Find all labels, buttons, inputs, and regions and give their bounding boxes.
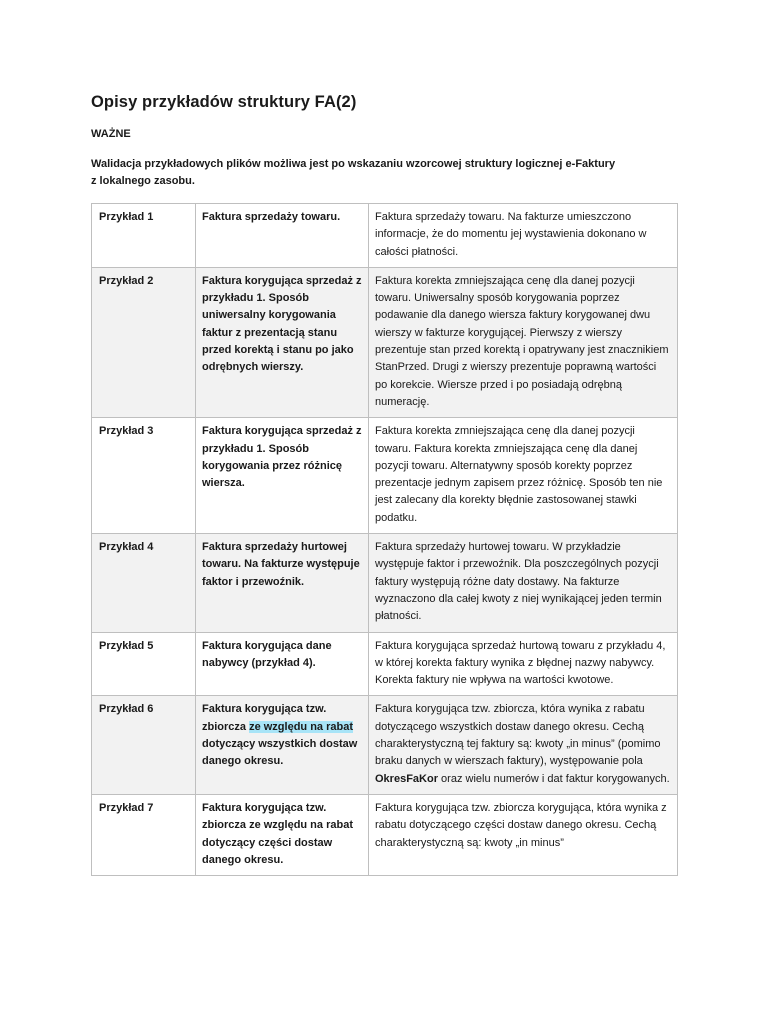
table-row <box>92 794 678 875</box>
example-title: Faktura korygująca sprzedaż z przykładu 1. Sposób korygowania przez różnicę wiersza. <box>196 418 369 534</box>
page-title: Opisy przykładów struktury FA(2) <box>91 93 357 111</box>
example-label: Przykład 5 <box>92 632 196 696</box>
example-label: Przykład 6 <box>92 696 196 794</box>
highlighted-text: ze względu na rabat <box>249 720 353 733</box>
example-title: Faktura sprzedaży hurtowej towaru. Na fakturze występuje faktor i przewoźnik. <box>196 534 369 632</box>
example-description: Faktura korekta zmniejszająca cenę dla danej pozycji towaru. Faktura korekta zmniejszająca cenę dla danej pozycji towaru. Alternatywny sposób korekty poprzez prezentacje jednym zapisem przez różnicę. Sposób ten nie jest zalecany dla korekty błędnie zastosowanej stawki podatku. <box>369 418 678 534</box>
example-label: Przykład 7 <box>92 794 196 875</box>
table-row <box>92 267 678 417</box>
table-row <box>92 632 678 696</box>
example-description: Faktura sprzedaży hurtowej towaru. W przykładzie występuje faktor i przewoźnik. Dla poszczególnych pozycji faktury występują różne daty dostawy. Na fakturze wyznaczono dla całej kwoty z niej wynikającej jeden termin płatności. <box>369 534 678 632</box>
intro-line-1: Walidacja przykładowych plików możliwa jest po wskazaniu wzorcowej struktury logicznej e-Faktury <box>91 158 616 170</box>
example-title: Faktura korygująca tzw. zbiorcza ze względu na rabat dotyczący części dostaw danego okresu. <box>196 794 369 875</box>
important-label: WAŻNE <box>91 128 131 140</box>
table-row <box>92 418 678 534</box>
example-label: Przykład 3 <box>92 418 196 534</box>
example-description: Faktura sprzedaży towaru. Na fakturze umieszczono informacje, że do momentu jej wystawienia dokonano w całości płatności. <box>369 204 678 268</box>
example-description-part: Faktura korygująca tzw. zbiorcza, która wynika z rabatu dotyczącego wszystkich dostaw danego okresu. Cechą charakterystyczną tej faktury są: kwoty „in minus” (pomimo braku danych w wierszach faktury), występowanie pola <box>375 703 661 768</box>
table-row <box>92 696 678 794</box>
example-label: Przykład 1 <box>92 204 196 268</box>
example-description <box>369 696 678 794</box>
example-label: Przykład 4 <box>92 534 196 632</box>
intro-line-2: z lokalnego zasobu. <box>91 175 195 187</box>
field-name: OkresFaKor <box>375 772 438 785</box>
example-title <box>196 696 369 794</box>
example-title: Faktura korygująca sprzedaż z przykładu 1. Sposób uniwersalny korygowania faktur z prezentacją stanu przed korektą i stanu po jako odrębnych wierszy. <box>196 267 369 417</box>
example-description: Faktura korygująca sprzedaż hurtową towaru z przykładu 4, w której korekta faktury wynika z błędnej nazwy nabywcy. Korekta faktury nie wpływa na wartości kwotowe. <box>369 632 678 696</box>
table-row <box>92 534 678 632</box>
example-title-part: Faktura korygująca tzw. zbiorcza <box>202 703 327 733</box>
example-description: Faktura korekta zmniejszająca cenę dla danej pozycji towaru. Uniwersalny sposób korygowania poprzez podawanie dla danego wiersza faktury korygowanej dwu wierszy w fakturze korygującej. Pierwszy z wierszy prezentuje stan przed korektą i opatrywany jest znacznikiem StanPrzed. Drugi z wierszy prezentuje poprawną wartości po korekcie. Wiersze przed i po posiadają odrębną numerację. <box>369 267 678 417</box>
table-row <box>92 204 678 268</box>
example-description: Faktura korygująca tzw. zbiorcza korygująca, która wynika z rabatu dotyczącego części dostaw danego okresu. Cechą charakterystyczną są: kwoty „in minus” <box>369 794 678 875</box>
example-description-part: oraz wielu numerów i dat faktur korygowanych. <box>437 772 670 785</box>
intro-text <box>91 156 671 190</box>
example-label: Przykład 2 <box>92 267 196 417</box>
example-title: Faktura sprzedaży towaru. <box>196 204 369 268</box>
examples-table <box>91 203 678 876</box>
example-title: Faktura korygująca dane nabywcy (przykład 4). <box>196 632 369 696</box>
example-title-part: dotyczący wszystkich dostaw danego okresu. <box>202 738 358 768</box>
